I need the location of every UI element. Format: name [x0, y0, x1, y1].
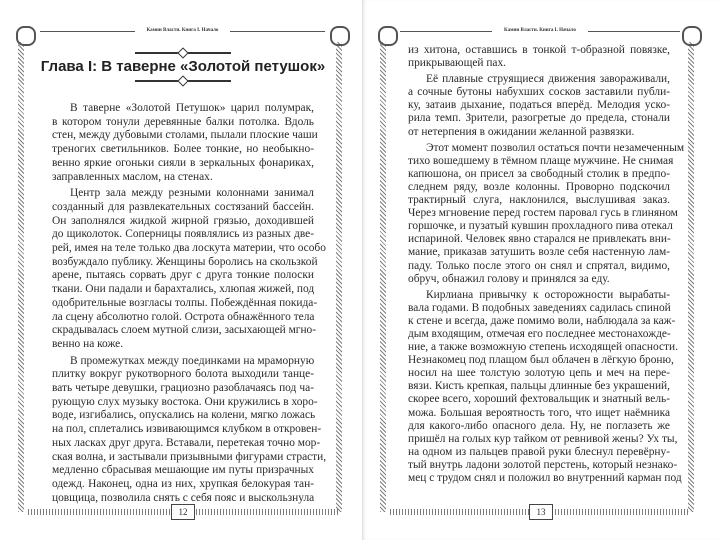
- text-line: Этот момент позволил остаться почти незамеченным: [426, 141, 685, 154]
- text-line: капюшона, он присел за свободный столик в предпо-: [408, 167, 670, 180]
- text-line: венно на коже.: [52, 337, 124, 350]
- text-line: мец с трудом снял и положил во внутренний карман под: [408, 472, 682, 484]
- text-line: дым входящим, отмечая его последнее местонахожде-: [408, 327, 671, 340]
- text-line: вязи. Кисть крепкая, пальцы длинные без украшений,: [408, 380, 670, 393]
- page-number: 13: [529, 504, 553, 520]
- running-head-text: Камни Власти. Книга I. Начало: [146, 28, 219, 33]
- chapter-title: Глава I: В таверне «Золотой петушок»: [40, 58, 326, 75]
- text-line: рила темп. Зрители, разогретые до предела, стонали: [408, 112, 670, 125]
- text-line: ткани. Они падали и барахтались, хлюпая жижей, под: [52, 283, 315, 296]
- running-head: [40, 27, 325, 37]
- text-line: рей, имея на теле только два лоскута материи, что особо: [52, 242, 326, 255]
- text-line: венно яркие огоньки сияли в зеркальных фонариках,: [52, 156, 314, 169]
- ornamental-border-right: [688, 42, 694, 512]
- running-head-text: Камни Власти. Книга I. Начало: [504, 28, 576, 33]
- text-line: В таверне «Золотой Петушок» царил полумрак,: [70, 102, 314, 114]
- left-page-body: [52, 102, 327, 505]
- text-line: Он заполнялся жидкой жирной грязью, доходившей: [52, 214, 314, 227]
- text-line: на пол, сплетались извивающимся клубком в откровен-: [52, 423, 322, 436]
- text-line: скорее всего, хороший фехтовальщик и знатный вель-: [408, 393, 670, 406]
- text-line: носил на шее толстую золотую цепь и меч на пере-: [408, 367, 670, 380]
- ornamental-border-right: [336, 42, 342, 512]
- text-line: цовщица, позволила снять с себя пояс и выскользнула: [52, 491, 315, 504]
- text-line: одежд. Наконец, одна из них, хрупкая белокурая тан-: [52, 477, 314, 490]
- running-head: [400, 27, 680, 37]
- title-ornament-diamond: [177, 75, 188, 86]
- text-line: горшочке, и пузатый кувшин прохладного пива отекал: [408, 220, 673, 233]
- text-line: тихо вошедшему в тёмном плаще мужчине. Не снимая: [408, 154, 674, 167]
- corner-ornament: [330, 26, 350, 46]
- ornamental-border-left: [18, 42, 24, 512]
- text-line: ку, затаив дыхание, податься вперёд. Мелодия уско-: [408, 99, 670, 112]
- text-line: плитку вокруг рукотворного болота выходили танце-: [52, 368, 314, 381]
- text-line: арене, пытаясь сорвать друг с друга тонкие полоски: [52, 269, 314, 282]
- text-line: ла сцену абсолютно голой. Острота обнажённого тела: [52, 310, 315, 323]
- text-line: одобрительные возгласы толпы. Побеждённая покида-: [52, 296, 318, 309]
- text-line: тый внутрь ладони золотой перстень, который незнако-: [408, 458, 678, 471]
- right-page: [362, 0, 724, 540]
- text-line: вала годами. В подобных заведениях садилась спиной: [408, 301, 671, 314]
- text-line: следнем ряду, возле колонны. Проворно подскочил: [408, 180, 670, 193]
- text-line: Кирлиана привычку к осторожности вырабаты-: [426, 288, 670, 301]
- text-line: к стене и всегда, даже помимо воли, наблюдала за каж-: [408, 314, 676, 327]
- text-line: медленно сбрасывая мешающие им путы призрачных: [52, 464, 314, 477]
- text-line: В промежутках между поединками на мраморную: [70, 354, 315, 367]
- text-line: ская волна, и застывали призывными фигурами страсти,: [52, 450, 327, 463]
- corner-ornament: [378, 26, 398, 46]
- title-ornament-diamond: [177, 47, 188, 58]
- text-line: а сочные бутоны набухших сосков заставили публи-: [408, 86, 670, 99]
- page-number: 12: [171, 504, 195, 520]
- text-line: возбуждало публику. Женщины боролись на скользкой: [52, 255, 318, 268]
- text-line: вать четыре девушки, грациозно разоблачаясь под ча-: [52, 382, 314, 395]
- text-line: трактирный слуга, наклонился, выслушивая заказ.: [408, 194, 670, 207]
- text-line: из хитона, оставшись в тонкой т-образной повязке,: [408, 44, 670, 56]
- text-line: в котором тонули деревянные балки потолка. Вдоль: [52, 115, 314, 128]
- corner-ornament: [16, 26, 36, 46]
- text-line: можа. Большая вероятность того, что ищет наёмника: [408, 406, 670, 419]
- text-line: ных ласках друг друга. Вставали, перетекая точно мор-: [52, 436, 321, 449]
- text-line: пришёл на голых кур тайком от ревнивой жены? Ух ты,: [408, 432, 678, 445]
- text-line: ние, а также возможную степень исходящей опасности.: [408, 341, 678, 354]
- text-line: обруч, обнажил голову и принялся за еду.: [408, 272, 610, 285]
- ornamental-border-left: [380, 42, 386, 512]
- text-line: Центр зала между резными колоннами занимал: [70, 187, 314, 200]
- text-line: от нетерпения в ожидании желанной развязки.: [408, 125, 635, 138]
- text-line: созданный для развлекательных состязаний бассейн.: [52, 200, 314, 213]
- right-page-body: [408, 44, 685, 485]
- text-line: скрадывалась слоем мутной слизи, засыхающей мгно-: [52, 324, 317, 337]
- text-line: стен, между дубовыми столами, пылали плоские чаши: [52, 129, 318, 142]
- text-line: для какого-либо опасного дела. Ну, не поглазеть же: [408, 419, 670, 432]
- text-line: воде, изгибались, опускались на колени, мягко ложась: [52, 409, 316, 422]
- text-line: до щиколоток. Соперницы появлялись из разных две-: [52, 228, 314, 241]
- text-line: паду. Только после этого он снял и спрятал, видимо,: [408, 259, 670, 272]
- text-line: заправленных маслом, на стенах.: [52, 170, 213, 183]
- text-line: Через мгновение перед гостем паровал гусь в глиняном: [408, 207, 678, 220]
- text-line: треногих светильников. Более тонкие, но необыкно-: [52, 143, 314, 156]
- text-line: прикрывающей пах.: [408, 57, 507, 70]
- text-line: Её плавные струящиеся движения завораживали,: [426, 73, 670, 86]
- text-line: мание, приказав затушить возле себя настенную лам-: [408, 246, 670, 259]
- text-line: испариной. Человек явно старался не привлекать вни-: [408, 233, 671, 246]
- text-line: Незнакомец под плащом был облачен в лёгкую броню,: [408, 354, 674, 367]
- text-line: рующую слух музыку востока. Они кружились в хоро-: [52, 395, 318, 408]
- corner-ornament: [682, 26, 702, 46]
- text-line: на одном из пальцев правой руки блеснул перевёрну-: [408, 445, 670, 458]
